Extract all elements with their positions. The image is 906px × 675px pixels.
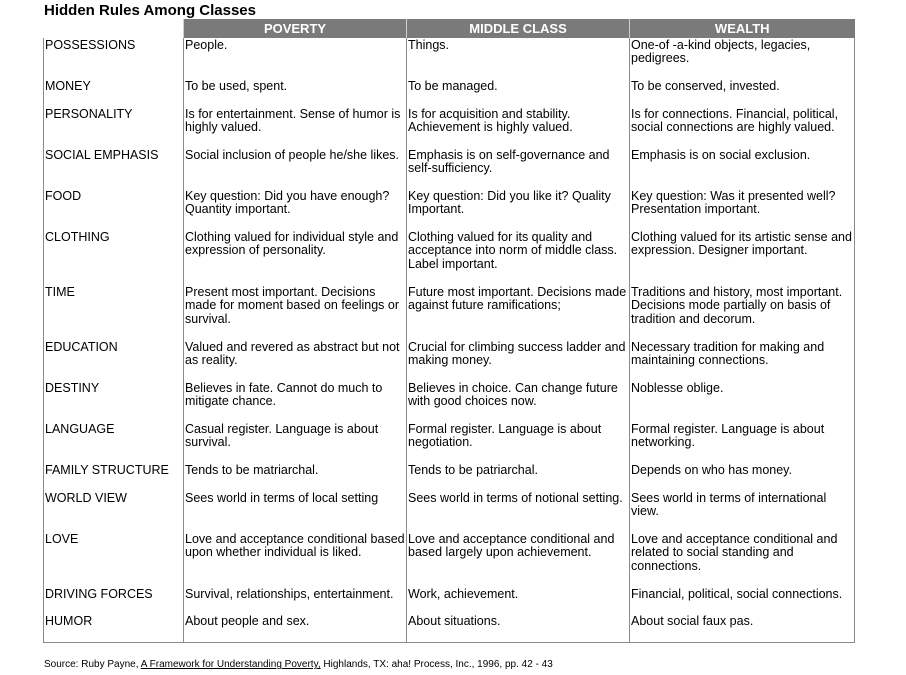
cell-poverty: Sees world in terms of local setting [184, 491, 407, 532]
cell-middle-class: Sees world in terms of notional setting. [407, 491, 630, 532]
cell-wealth: Clothing valued for its artistic sense and expression. Designer important. [630, 230, 855, 285]
cell-poverty: Love and acceptance conditional based upon whether individual is liked. [184, 532, 407, 587]
hidden-rules-table [43, 19, 855, 643]
cell-poverty: Clothing valued for individual style and expression of personality. [184, 230, 407, 285]
table-row [44, 38, 855, 79]
cell-wealth: Key question: Was it presented well? Presentation important. [630, 189, 855, 230]
cell-wealth: Love and acceptance conditional and related to social standing and connections. [630, 532, 855, 587]
cell-middle-class: Things. [407, 38, 630, 79]
row-label: TIME [44, 285, 184, 340]
table-row [44, 532, 855, 587]
cell-wealth: Traditions and history, most important. Decisions mode partially on basis of tradition and decorum. [630, 285, 855, 340]
cell-poverty: Social inclusion of people he/she likes. [184, 148, 407, 189]
cell-wealth: Formal register. Language is about networking. [630, 422, 855, 463]
row-label: EDUCATION [44, 340, 184, 381]
row-label: FOOD [44, 189, 184, 230]
row-label: LOVE [44, 532, 184, 587]
cell-middle-class: About situations. [407, 614, 630, 642]
row-label: PERSONALITY [44, 107, 184, 148]
header-blank [44, 19, 184, 38]
cell-middle-class: Crucial for climbing success ladder and making money. [407, 340, 630, 381]
cell-poverty: Valued and revered as abstract but not as reality. [184, 340, 407, 381]
header-row [44, 19, 855, 38]
table-row [44, 79, 855, 107]
cell-middle-class: Emphasis is on self-governance and self-sufficiency. [407, 148, 630, 189]
table-row [44, 230, 855, 285]
cell-wealth: Is for connections. Financial, political, social connections are highly valued. [630, 107, 855, 148]
row-label: HUMOR [44, 614, 184, 642]
table-row [44, 381, 855, 422]
source-citation [44, 659, 553, 670]
table-row [44, 422, 855, 463]
table-row [44, 340, 855, 381]
table-row [44, 491, 855, 532]
cell-middle-class: Tends to be patriarchal. [407, 463, 630, 491]
header-wealth: WEALTH [630, 19, 855, 38]
source-prefix: Source: Ruby Payne, [44, 659, 141, 670]
cell-wealth: Emphasis is on social exclusion. [630, 148, 855, 189]
cell-poverty: Present most important. Decisions made for moment based on feelings or survival. [184, 285, 407, 340]
cell-middle-class: Formal register. Language is about negotiation. [407, 422, 630, 463]
cell-wealth: To be conserved, invested. [630, 79, 855, 107]
table-row [44, 107, 855, 148]
row-label: POSSESSIONS [44, 38, 184, 79]
cell-wealth: Noblesse oblige. [630, 381, 855, 422]
cell-poverty: Believes in fate. Cannot do much to mitigate chance. [184, 381, 407, 422]
cell-wealth: Necessary tradition for making and maintaining connections. [630, 340, 855, 381]
cell-poverty: People. [184, 38, 407, 79]
table-row [44, 614, 855, 642]
cell-middle-class: To be managed. [407, 79, 630, 107]
cell-middle-class: Love and acceptance conditional and based largely upon achievement. [407, 532, 630, 587]
table-row [44, 148, 855, 189]
cell-middle-class: Believes in choice. Can change future with good choices now. [407, 381, 630, 422]
header-middle-class: MIDDLE CLASS [407, 19, 630, 38]
header-poverty: POVERTY [184, 19, 407, 38]
page-title: Hidden Rules Among Classes [44, 2, 256, 19]
cell-wealth: About social faux pas. [630, 614, 855, 642]
row-label: DESTINY [44, 381, 184, 422]
cell-poverty: Casual register. Language is about survival. [184, 422, 407, 463]
table-row [44, 463, 855, 491]
cell-wealth: Depends on who has money. [630, 463, 855, 491]
cell-middle-class: Key question: Did you like it? Quality Important. [407, 189, 630, 230]
row-label: CLOTHING [44, 230, 184, 285]
cell-poverty: Key question: Did you have enough? Quantity important. [184, 189, 407, 230]
cell-poverty: About people and sex. [184, 614, 407, 642]
cell-middle-class: Future most important. Decisions made against future ramifications; [407, 285, 630, 340]
cell-wealth: Financial, political, social connections. [630, 587, 855, 614]
row-label: LANGUAGE [44, 422, 184, 463]
source-book-title: A Framework for Understanding Poverty, [140, 659, 321, 670]
table-row [44, 587, 855, 614]
cell-middle-class: Is for acquisition and stability. Achievement is highly valued. [407, 107, 630, 148]
row-label: WORLD VIEW [44, 491, 184, 532]
row-label: FAMILY STRUCTURE [44, 463, 184, 491]
table-row [44, 285, 855, 340]
cell-middle-class: Work, achievement. [407, 587, 630, 614]
table-row [44, 189, 855, 230]
cell-poverty: To be used, spent. [184, 79, 407, 107]
row-label: DRIVING FORCES [44, 587, 184, 614]
source-suffix: Highlands, TX: aha! Process, Inc., 1996, pp. 42 - 43 [320, 659, 553, 670]
cell-poverty: Tends to be matriarchal. [184, 463, 407, 491]
cell-poverty: Survival, relationships, entertainment. [184, 587, 407, 614]
row-label: SOCIAL EMPHASIS [44, 148, 184, 189]
cell-wealth: One-of -a-kind objects, legacies, pedigrees. [630, 38, 855, 79]
cell-wealth: Sees world in terms of international view. [630, 491, 855, 532]
row-label: MONEY [44, 79, 184, 107]
cell-poverty: Is for entertainment. Sense of humor is highly valued. [184, 107, 407, 148]
cell-middle-class: Clothing valued for its quality and acceptance into norm of middle class. Label important. [407, 230, 630, 285]
